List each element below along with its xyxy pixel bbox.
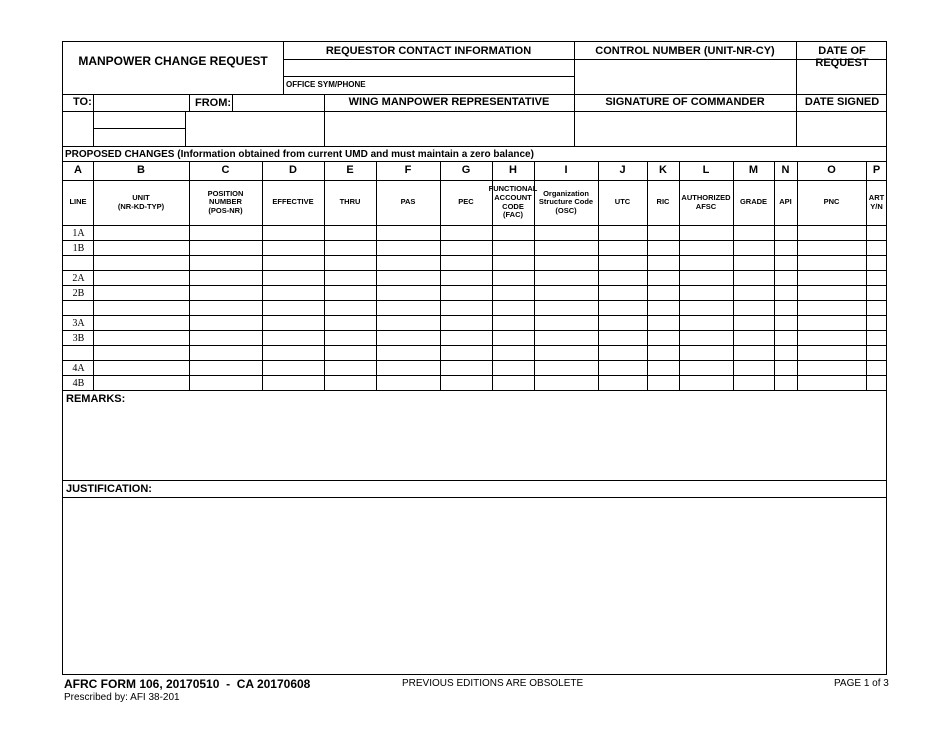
- table-cell[interactable]: [734, 301, 774, 315]
- column-letter-l: L: [702, 164, 710, 177]
- table-cell[interactable]: [535, 346, 598, 360]
- page-number: PAGE 1 of 3: [834, 678, 889, 689]
- table-cell[interactable]: [441, 256, 492, 270]
- table-cell[interactable]: [325, 301, 376, 315]
- table-cell[interactable]: [535, 286, 598, 300]
- table-cell[interactable]: [263, 346, 324, 360]
- table-cell[interactable]: [867, 226, 887, 240]
- table-cell[interactable]: [493, 346, 534, 360]
- table-cell[interactable]: [734, 286, 774, 300]
- table-cell[interactable]: [798, 316, 866, 330]
- table-cell[interactable]: [325, 241, 376, 255]
- table-cell[interactable]: [377, 346, 440, 360]
- table-cell[interactable]: [325, 286, 376, 300]
- table-cell[interactable]: [680, 286, 733, 300]
- table-cell[interactable]: [535, 361, 598, 375]
- column-letter-b: B: [137, 164, 145, 177]
- column-label-d: EFFECTIVE: [272, 197, 314, 207]
- table-cell[interactable]: [775, 361, 797, 375]
- table-cell[interactable]: [190, 346, 262, 360]
- line-label: 4B: [72, 378, 85, 389]
- manpower-change-request-form: [62, 41, 887, 675]
- table-cell[interactable]: [441, 331, 492, 345]
- table-cell[interactable]: [94, 316, 189, 330]
- table-cell[interactable]: [867, 286, 887, 300]
- table-cell[interactable]: [798, 331, 866, 345]
- table-cell[interactable]: [648, 241, 679, 255]
- table-cell[interactable]: [94, 361, 189, 375]
- column-label-i: Organization Structure Code (OSC): [538, 188, 594, 215]
- table-cell[interactable]: [441, 271, 492, 285]
- table-cell[interactable]: [798, 361, 866, 375]
- column-label-a: LINE: [69, 197, 87, 207]
- table-cell[interactable]: [263, 256, 324, 270]
- table-cell[interactable]: [493, 241, 534, 255]
- table-cell[interactable]: [325, 331, 376, 345]
- table-cell[interactable]: [535, 301, 598, 315]
- table-cell[interactable]: [190, 271, 262, 285]
- table-cell[interactable]: [680, 316, 733, 330]
- table-cell[interactable]: [325, 361, 376, 375]
- signature-commander-field[interactable]: [575, 112, 796, 146]
- table-cell[interactable]: [775, 271, 797, 285]
- table-cell[interactable]: [648, 376, 679, 390]
- table-cell[interactable]: [377, 376, 440, 390]
- table-cell[interactable]: [441, 316, 492, 330]
- line-label: 1B: [72, 243, 85, 254]
- table-cell[interactable]: [441, 301, 492, 315]
- remarks-label: REMARKS:: [66, 393, 126, 405]
- table-cell[interactable]: [775, 346, 797, 360]
- table-cell[interactable]: [94, 346, 189, 360]
- column-letter-c: C: [221, 164, 230, 177]
- table-cell[interactable]: [325, 226, 376, 240]
- from-label: FROM:: [195, 97, 232, 109]
- table-cell[interactable]: [493, 256, 534, 270]
- table-cell[interactable]: [263, 241, 324, 255]
- table-cell[interactable]: [648, 316, 679, 330]
- column-letter-h: H: [509, 164, 517, 177]
- column-label-m: GRADE: [739, 197, 768, 207]
- table-cell[interactable]: [775, 226, 797, 240]
- table-cell[interactable]: [775, 286, 797, 300]
- column-label-e: THRU: [339, 197, 361, 207]
- table-cell[interactable]: [648, 301, 679, 315]
- table-cell[interactable]: [441, 226, 492, 240]
- table-cell[interactable]: [648, 286, 679, 300]
- column-label-g: PEC: [458, 197, 474, 207]
- to-address-line-1[interactable]: [94, 112, 186, 128]
- table-cell[interactable]: [94, 376, 189, 390]
- table-cell[interactable]: [441, 346, 492, 360]
- requestor-contact-field[interactable]: [284, 60, 573, 76]
- table-cell[interactable]: [798, 271, 866, 285]
- obsolete-notice: PREVIOUS EDITIONS ARE OBSOLETE: [402, 678, 584, 689]
- table-cell[interactable]: [680, 346, 733, 360]
- table-cell[interactable]: [263, 301, 324, 315]
- table-cell[interactable]: [263, 226, 324, 240]
- column-letter-d: D: [289, 164, 297, 177]
- table-cell[interactable]: [648, 346, 679, 360]
- table-cell[interactable]: [599, 256, 647, 270]
- table-cell[interactable]: [680, 376, 733, 390]
- table-cell[interactable]: [377, 256, 440, 270]
- table-cell[interactable]: [325, 346, 376, 360]
- signature-commander-header: SIGNATURE OF COMMANDER: [605, 96, 765, 108]
- table-cell[interactable]: [377, 286, 440, 300]
- column-label-h: FUNCTIONAL ACCOUNT CODE (FAC): [488, 184, 538, 220]
- table-cell[interactable]: [263, 271, 324, 285]
- table-cell[interactable]: [798, 301, 866, 315]
- table-cell[interactable]: [648, 271, 679, 285]
- table-cell[interactable]: [648, 331, 679, 345]
- column-letter-a: A: [74, 164, 82, 177]
- column-label-n: API: [779, 197, 792, 207]
- form-id: AFRC FORM 106, 20170510 - CA 20170608: [64, 677, 311, 691]
- table-cell[interactable]: [867, 301, 887, 315]
- table-cell[interactable]: [535, 241, 598, 255]
- table-cell[interactable]: [734, 316, 774, 330]
- column-label-j: UTC: [614, 197, 631, 207]
- table-cell[interactable]: [680, 301, 733, 315]
- line-label: [63, 346, 94, 361]
- column-label-k: RIC: [656, 197, 670, 207]
- table-cell[interactable]: [377, 271, 440, 285]
- table-cell[interactable]: [94, 256, 189, 270]
- table-cell[interactable]: [325, 376, 376, 390]
- table-cell[interactable]: [775, 241, 797, 255]
- table-cell[interactable]: [867, 241, 887, 255]
- column-letter-i: I: [564, 164, 568, 177]
- table-cell[interactable]: [648, 361, 679, 375]
- table-cell[interactable]: [734, 241, 774, 255]
- column-label-f: PAS: [400, 197, 416, 207]
- table-cell[interactable]: [599, 361, 647, 375]
- office-sym-phone-label: OFFICE SYM/PHONE: [286, 80, 366, 89]
- date-signed-header: DATE SIGNED: [804, 96, 880, 108]
- table-cell[interactable]: [798, 226, 866, 240]
- table-cell[interactable]: [190, 241, 262, 255]
- table-cell[interactable]: [599, 226, 647, 240]
- requestor-contact-header: REQUESTOR CONTACT INFORMATION: [325, 45, 532, 57]
- table-cell[interactable]: [493, 331, 534, 345]
- control-number-header: CONTROL NUMBER (UNIT-NR-CY): [595, 45, 775, 57]
- table-cell[interactable]: [680, 271, 733, 285]
- table-cell[interactable]: [263, 286, 324, 300]
- table-cell[interactable]: [867, 361, 887, 375]
- table-cell[interactable]: [734, 256, 774, 270]
- column-label-o: PNC: [823, 197, 840, 207]
- table-cell[interactable]: [263, 316, 324, 330]
- table-cell[interactable]: [190, 226, 262, 240]
- form-title: MANPOWER CHANGE REQUEST: [78, 54, 268, 68]
- column-label-c: POSITION NUMBER (POS-NR): [207, 188, 244, 215]
- table-cell[interactable]: [599, 286, 647, 300]
- proposed-changes-header: PROPOSED CHANGES (Information obtained from current UMD and must maintain a zero balance): [65, 149, 534, 160]
- table-cell[interactable]: [190, 286, 262, 300]
- column-letter-k: K: [659, 164, 667, 177]
- table-cell[interactable]: [599, 271, 647, 285]
- column-letter-e: E: [346, 164, 354, 177]
- from-address-field[interactable]: [186, 112, 324, 146]
- table-cell[interactable]: [734, 331, 774, 345]
- table-cell[interactable]: [734, 376, 774, 390]
- column-label-p: ART Y/N: [868, 192, 885, 211]
- table-cell[interactable]: [867, 271, 887, 285]
- table-cell[interactable]: [441, 286, 492, 300]
- column-letter-j: J: [619, 164, 626, 177]
- table-cell[interactable]: [377, 301, 440, 315]
- column-letter-f: F: [404, 164, 412, 177]
- table-cell[interactable]: [734, 271, 774, 285]
- line-label: 3B: [72, 333, 85, 344]
- remarks-field[interactable]: [64, 407, 886, 479]
- table-cell[interactable]: [535, 226, 598, 240]
- table-cell[interactable]: [734, 346, 774, 360]
- table-cell[interactable]: [190, 361, 262, 375]
- table-cell[interactable]: [535, 376, 598, 390]
- table-cell[interactable]: [775, 331, 797, 345]
- table-cell[interactable]: [263, 361, 324, 375]
- to-label: TO:: [73, 96, 92, 108]
- table-cell[interactable]: [734, 226, 774, 240]
- date-of-request-field[interactable]: [797, 60, 887, 94]
- column-letter-o: O: [827, 164, 836, 177]
- table-cell[interactable]: [94, 226, 189, 240]
- table-cell[interactable]: [680, 226, 733, 240]
- table-cell[interactable]: [775, 316, 797, 330]
- line-label: [63, 256, 94, 271]
- table-cell[interactable]: [325, 256, 376, 270]
- table-cell[interactable]: [599, 241, 647, 255]
- table-cell[interactable]: [94, 286, 189, 300]
- table-cell[interactable]: [680, 241, 733, 255]
- table-cell[interactable]: [263, 331, 324, 345]
- date-signed-field[interactable]: [797, 112, 887, 146]
- table-cell[interactable]: [377, 241, 440, 255]
- table-cell[interactable]: [775, 256, 797, 270]
- table-cell[interactable]: [798, 241, 866, 255]
- table-cell[interactable]: [94, 271, 189, 285]
- table-cell[interactable]: [493, 271, 534, 285]
- justification-field[interactable]: [64, 498, 886, 674]
- line-label: 3A: [72, 318, 85, 329]
- table-cell[interactable]: [190, 316, 262, 330]
- table-cell[interactable]: [190, 331, 262, 345]
- table-cell[interactable]: [535, 331, 598, 345]
- table-cell[interactable]: [493, 361, 534, 375]
- date-of-request-header: DATE OF REQUEST: [815, 45, 869, 69]
- column-label-l: AUTHORIZED AFSC: [681, 192, 731, 211]
- line-label: 4A: [72, 363, 85, 374]
- table-cell[interactable]: [680, 256, 733, 270]
- table-cell[interactable]: [441, 376, 492, 390]
- line-label: [63, 301, 94, 316]
- table-cell[interactable]: [190, 301, 262, 315]
- table-cell[interactable]: [535, 271, 598, 285]
- table-cell[interactable]: [493, 376, 534, 390]
- table-cell[interactable]: [441, 241, 492, 255]
- table-cell[interactable]: [94, 241, 189, 255]
- table-cell[interactable]: [325, 316, 376, 330]
- table-cell[interactable]: [680, 331, 733, 345]
- table-cell[interactable]: [798, 376, 866, 390]
- control-number-field[interactable]: [575, 60, 795, 94]
- table-cell[interactable]: [680, 361, 733, 375]
- table-cell[interactable]: [599, 316, 647, 330]
- table-cell[interactable]: [599, 331, 647, 345]
- line-label: 2A: [72, 273, 85, 284]
- table-cell[interactable]: [377, 331, 440, 345]
- table-cell[interactable]: [94, 331, 189, 345]
- table-cell[interactable]: [599, 301, 647, 315]
- table-cell[interactable]: [867, 256, 887, 270]
- table-cell[interactable]: [798, 256, 866, 270]
- table-cell[interactable]: [190, 256, 262, 270]
- table-cell[interactable]: [648, 256, 679, 270]
- line-label: 1A: [72, 228, 85, 239]
- table-cell[interactable]: [325, 271, 376, 285]
- wing-manpower-rep-header: WING MANPOWER REPRESENTATIVE: [348, 96, 550, 108]
- prescribed-by: Prescribed by: AFI 38-201: [64, 692, 180, 703]
- table-cell[interactable]: [734, 361, 774, 375]
- line-label: 2B: [72, 288, 85, 299]
- table-cell[interactable]: [535, 256, 598, 270]
- table-cell[interactable]: [493, 301, 534, 315]
- to-field[interactable]: [94, 95, 189, 112]
- table-cell[interactable]: [263, 376, 324, 390]
- table-cell[interactable]: [493, 226, 534, 240]
- table-cell[interactable]: [441, 361, 492, 375]
- from-field[interactable]: [233, 95, 324, 112]
- table-cell[interactable]: [94, 301, 189, 315]
- table-cell[interactable]: [377, 361, 440, 375]
- table-cell[interactable]: [377, 226, 440, 240]
- table-cell[interactable]: [775, 301, 797, 315]
- table-cell[interactable]: [867, 331, 887, 345]
- table-cell[interactable]: [190, 376, 262, 390]
- to-address-line-2[interactable]: [94, 129, 186, 146]
- table-cell[interactable]: [775, 376, 797, 390]
- table-cell[interactable]: [867, 376, 887, 390]
- table-cell[interactable]: [867, 346, 887, 360]
- wing-manpower-rep-field[interactable]: [325, 112, 574, 146]
- table-cell[interactable]: [648, 226, 679, 240]
- column-label-b: UNIT (NR-KD-TYP): [117, 192, 165, 211]
- table-cell[interactable]: [798, 346, 866, 360]
- column-letter-n: N: [781, 164, 790, 177]
- column-letter-g: G: [461, 164, 471, 177]
- table-cell[interactable]: [599, 376, 647, 390]
- table-cell[interactable]: [535, 316, 598, 330]
- table-cell[interactable]: [798, 286, 866, 300]
- table-cell[interactable]: [867, 316, 887, 330]
- table-cell[interactable]: [493, 286, 534, 300]
- table-cell[interactable]: [377, 316, 440, 330]
- table-cell[interactable]: [493, 316, 534, 330]
- table-cell[interactable]: [599, 346, 647, 360]
- column-letter-p: P: [872, 164, 881, 177]
- column-letter-m: M: [748, 164, 759, 177]
- justification-label: JUSTIFICATION:: [66, 483, 152, 495]
